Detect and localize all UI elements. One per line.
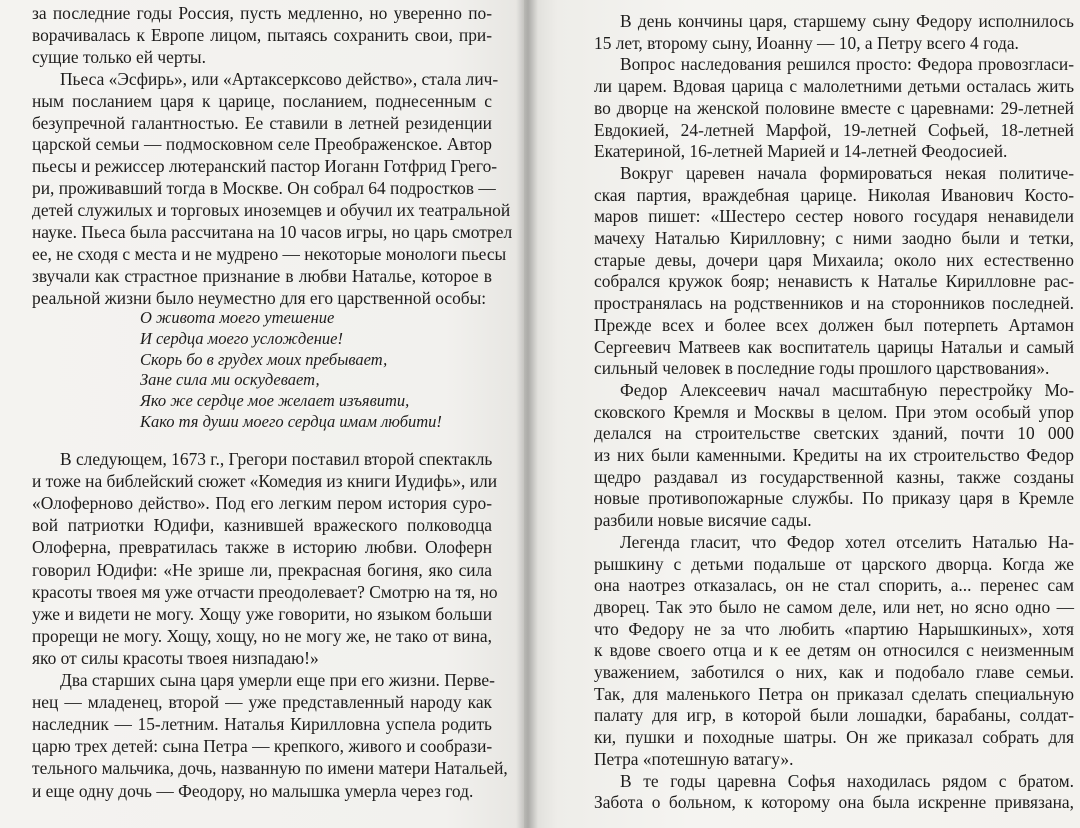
text-line: она наотрез отказалась, он не стал спорить, а... перенес сам <box>594 575 1074 596</box>
text-line: Сергеевич Матвеев как воспитатель царицы Натальи и самый <box>594 336 1074 357</box>
text-line: что Федору не за что любить «партию Нарышкиных», хотя <box>594 618 1074 639</box>
text-line: сильный человек в последние годы прошлого царствования». <box>594 358 1050 379</box>
text-line: во дворце на женской половине вместе с царевнами: 29-летней <box>594 97 1074 118</box>
text-line: красоты твоея мя уже отчасти преодолевает? Смотрю на тя, но <box>32 581 498 602</box>
text-line: В следующем, 1673 г., Грегори поставил второй спектакль <box>60 449 493 469</box>
text-line: говорил Юдифи: «Не зрише ли, прекрасная богиня, яко сила <box>32 559 492 580</box>
text-line: Так, для маленького Петра он приказал сделать специальную <box>594 683 1074 704</box>
text-line: «Олоферново действо». Под его легким пером история суро- <box>32 493 492 514</box>
text-line: за последние годы Россия, пусть медленно, но уверенно по- <box>32 3 492 23</box>
verse-line: И сердца моего услождение! <box>140 328 343 348</box>
text-line: пьесы и режиссер лютеранский пастор Иоганн Готфрид Грего- <box>32 156 498 177</box>
text-line: новые противопожарные службы. По приказу царя в Кремле <box>594 488 1074 509</box>
text-line: и еще одну дочь — Феодору, но малышка умерла через год. <box>32 780 474 801</box>
text-line: уже и видети не могу. Хощу уже говорити, но языком больши <box>32 603 492 624</box>
text-line: Олоферна, превратилась также в историю любви. Олоферн <box>32 537 492 558</box>
text-line: В день кончины царя, старшему сыну Федору исполнилось <box>620 11 1074 31</box>
text-line: науке. Пьеса была рассчитана на 10 часов игры, но царь смотрел <box>32 222 513 242</box>
text-line: разбили новые висячие сады. <box>594 510 812 531</box>
text-line: ская партия, враждебная царице. Николая Иванович Косто- <box>594 184 1074 205</box>
verse-line: Зане сила ми оскудевает, <box>140 370 320 390</box>
text-line: старые девы, дочери царя Михаила; около них естественно <box>594 249 1074 270</box>
text-line: В те годы царевна Софья находилась рядом с братом. <box>620 770 1074 791</box>
text-line: реальной жизни было неуместно для его царственной особы: <box>32 287 487 308</box>
text-line: нец — младенец, второй — уже представленный народу как <box>32 692 492 713</box>
text-line: ли царем. Вдовая царица с малолетними детьми осталась жить <box>594 76 1074 97</box>
text-line: Два старших сына царя умерли еще при его жизни. Первe- <box>60 670 495 690</box>
text-line: прорещи не могу. Хощу, хощу, но не могу же, не тако от вина, <box>32 625 492 646</box>
right-page <box>524 0 1080 828</box>
text-line: ворачивалась к Европе лицом, пытаясь сохранить свои, при- <box>32 24 492 45</box>
text-line: сковского Кремля и Москвы в целом. При этом особый упор <box>594 401 1074 422</box>
text-line: рышкину с детьми подальше от царского дворца. Когда же <box>594 553 1074 574</box>
text-line: палату для игр, в которой были лошадки, барабаны, солдат- <box>594 705 1074 726</box>
text-line: мачеху Наталью Кирилловну; с ними заодно были и тетки, <box>594 228 1074 248</box>
text-line: сущие только ей черты. <box>32 46 206 67</box>
text-line: наследник — 15-летним. Наталья Кирилловна успела родить <box>32 714 492 735</box>
left-page <box>0 0 524 828</box>
text-line: ее, не сходя с места и не мудрено — некоторые монологи пьесы <box>32 243 507 264</box>
text-line: делался на строительстве светских зданий, почти 10 000 <box>594 423 1074 444</box>
text-line: Легенда гласит, что Федор хотел отселить Наталью На- <box>620 531 1074 552</box>
text-line: к вдове своего отца и к ее детям он относился с неизменным <box>594 640 1074 661</box>
book-gutter <box>516 0 538 828</box>
text-line: Вокруг царевен начала формироваться некая политиче- <box>620 162 1074 183</box>
text-line: Вопрос наследования решился просто: Федора провозгласи- <box>620 54 1074 75</box>
text-line: ным посланием царя к царице, посланием, поднесенным с <box>32 90 492 111</box>
text-line: Екатериной, 16-летней Марией и 14-летней Феодосией. <box>594 141 1008 162</box>
text-line: собрался кружок бояр; ненависть к Наталье Кирилловне рас- <box>594 271 1074 292</box>
text-line: тельного мальчика, дочь, названную по имени матери Натальей, <box>32 758 508 779</box>
text-line: Федор Алексеевич начал масштабную перестройку Мо- <box>620 379 1074 400</box>
text-line: щедро раздавал из государственной казны, также созданы <box>594 466 1074 487</box>
text-line: яко от силы красоты твоея низпадаю!» <box>32 647 319 668</box>
text-line: Прежде всех и более всех должен был потерпеть Артамон <box>594 314 1074 335</box>
text-line: вой патриотки Юдифи, казнившей вражеского полководца <box>32 515 492 536</box>
text-line: Пьеса «Эсфирь», или «Артаксерксово действо», стала лич- <box>60 68 499 89</box>
text-line: 15 лет, второму сыну, Иоанну — 10, а Петру всего 4 года. <box>594 32 1019 53</box>
verse-line: Како тя души моего сердца имам любити! <box>140 412 442 431</box>
text-line: Евдокией, 24-летней Марфой, 19-летней Софьей, 18-летней <box>594 119 1074 140</box>
text-line: маров пишет: «Шестеро сестер нового государя ненавидели <box>594 206 1074 227</box>
text-line: ри, проживавший тогда в Москве. Он собрал 64 подростков — <box>32 178 496 199</box>
text-line: детей служилых и торговых иноземцев и обучил их театральной <box>32 200 511 221</box>
verse-line: О живота моего утешение <box>140 308 335 327</box>
text-line: Забота о больном, к которому она была искренне привязана, <box>594 792 1074 813</box>
text-line: звучали как страстное признание в любви Наталье, которое в <box>32 265 492 286</box>
verse-line: Скорь бо в грудех моих пребывает, <box>140 349 388 369</box>
text-line: из них были каменными. Кредиты на их строительство Федор <box>594 445 1074 465</box>
text-line: царской семьи — подмосковном селе Преображенское. Автор <box>32 134 492 155</box>
text-line: дворец. Так это было не самом деле, или нет, но ясно одно — <box>594 596 1074 617</box>
text-line: Петра «потешную ватагу». <box>594 748 794 769</box>
text-line: пространялась на родственников и на сторонников последней. <box>594 293 1074 314</box>
text-line: и тоже на библейский сюжет «Комедия из книги Иудифь», или <box>32 471 498 492</box>
text-line: безупречной галантностью. Ее ставили в летней резиденции <box>32 112 492 133</box>
text-line: ки, пушки и походные шатры. Он же приказал собрать для <box>594 727 1074 748</box>
text-line: царю трех детей: сына Петра — крепкого, живого и сообрази- <box>32 736 493 757</box>
verse-line: Яко же сердце мое желает изъявити, <box>140 391 410 411</box>
text-line: уважением, заботился о них, как и подобало главе семьи. <box>594 662 1074 682</box>
